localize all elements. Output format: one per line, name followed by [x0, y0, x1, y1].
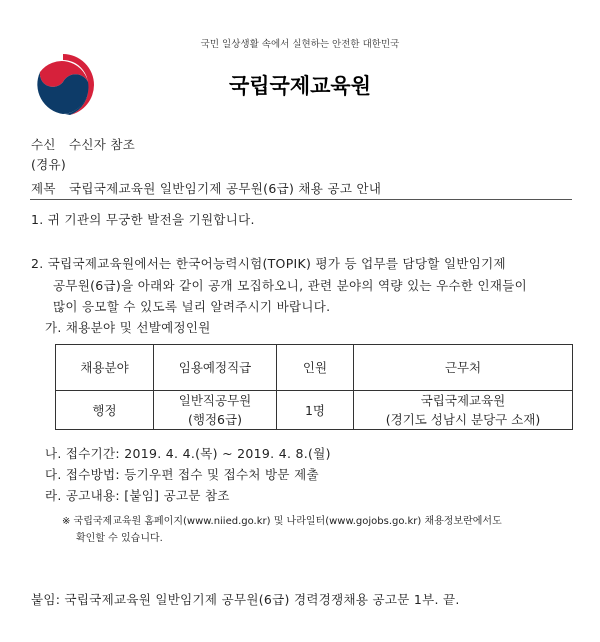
subject-value: 국립국제교육원 일반임기제 공무원(6급) 채용 공고 안내 — [69, 181, 382, 196]
attachment: 붙임: 국립국제교육원 일반임기제 공무원(6급) 경력경쟁채용 공고문 1부. 끝. — [31, 592, 460, 607]
table-header: 인원 — [277, 345, 354, 391]
table-cell: 행정 — [56, 391, 154, 430]
note-line: ※ 국립국제교육원 홈페이지(www.niied.go.kr) 및 나라일터(www.gojobs.go.kr) 채용정보란에서도 — [62, 516, 502, 527]
sub-item-b: 나. 접수기간: 2019. 4. 4.(목) ~ 2019. 4. 8.(월) — [45, 446, 331, 461]
recipient-value: 수신자 참조 — [69, 137, 136, 152]
table-header: 근무처 — [354, 345, 573, 391]
subject-label: 제목 — [31, 181, 56, 196]
divider — [30, 199, 572, 200]
table-header-row — [56, 345, 573, 391]
sub-item-d: 라. 공고내용: [붙임] 공고문 참조 — [45, 488, 230, 503]
grade-line: 일반직공무원 — [178, 393, 252, 408]
sub-item-a: 가. 채용분야 및 선발예정인원 — [45, 320, 211, 335]
item-2-line: 공무원(6급)을 아래와 같이 공개 모집하오니, 관련 분야의 역량 있는 우수한 인재들이 — [53, 278, 527, 293]
note-line: 확인할 수 있습니다. — [76, 533, 163, 544]
via-label: (경유) — [31, 157, 67, 172]
recruitment-table — [55, 344, 573, 430]
item-2-line: 2. 국립국제교육원에서는 한국어능력시험(TOPIK) 평가 등 업무를 담당할 일반임기제 — [31, 256, 506, 271]
table-cell: 1명 — [277, 391, 354, 430]
table-header: 임용예정직급 — [154, 345, 277, 391]
table-cell — [354, 391, 573, 430]
table-cell — [154, 391, 277, 430]
table-header: 채용분야 — [56, 345, 154, 391]
table-row — [56, 391, 573, 430]
item-2-line: 많이 응모할 수 있도록 널리 알려주시기 바랍니다. — [53, 299, 331, 314]
sub-item-c: 다. 접수방법: 등기우편 접수 및 접수처 방문 제출 — [45, 467, 319, 482]
organization-title: 국립국제교육원 — [228, 74, 371, 98]
item-1: 1. 귀 기관의 무궁한 발전을 기원합니다. — [31, 212, 255, 227]
grade-line: (행정6급) — [188, 412, 242, 427]
recipient-label: 수신 — [31, 137, 56, 152]
slogan: 국민 일상생활 속에서 실현하는 안전한 대한민국 — [200, 39, 400, 50]
workplace-line: (경기도 성남시 분당구 소재) — [385, 412, 541, 427]
workplace-line: 국립국제교육원 — [420, 393, 506, 408]
